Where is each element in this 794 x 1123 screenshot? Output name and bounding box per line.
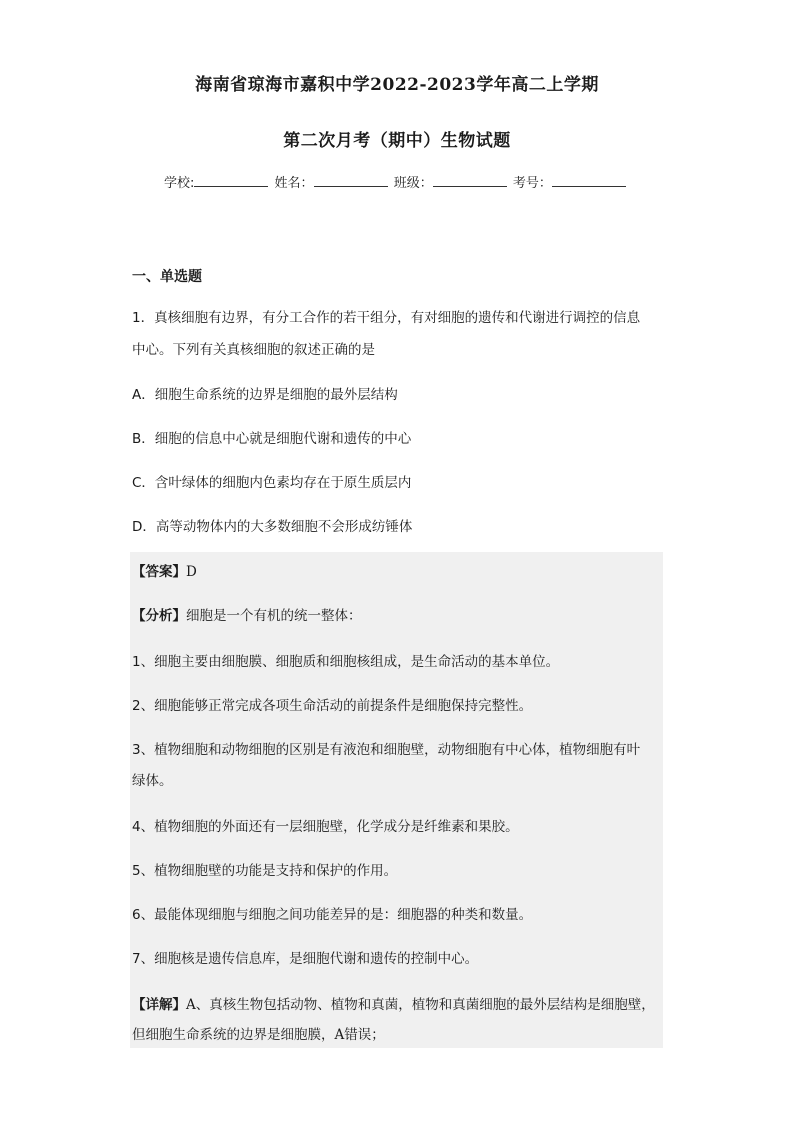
analysis-point: 5、植物细胞壁的功能是支持和保护的作用。 [132, 863, 398, 879]
name-blank [314, 174, 388, 187]
analysis-point: 7、细胞核是遗传信息库，是细胞代谢和遗传的控制中心。 [132, 951, 479, 967]
analysis-point: 2、细胞能够正常完成各项生命活动的前提条件是细胞保持完整性。 [132, 698, 533, 714]
analysis-point: 3、植物细胞和动物细胞的区别是有液泡和细胞壁，动物细胞有中心体，植物细胞有叶 [132, 742, 641, 758]
exam-no-blank [552, 174, 626, 187]
analysis-intro: 细胞是一个有机的统一整体： [186, 608, 362, 624]
name-label: 姓名： [274, 176, 314, 191]
detail-line1 [132, 993, 655, 1013]
option-a: A．细胞生命系统的边界是细胞的最外层结构 [132, 387, 398, 403]
class-blank [433, 174, 507, 187]
analysis-point: 4、植物细胞的外面还有一层细胞壁，化学成分是纤维素和果胶。 [132, 819, 519, 835]
option-c: C．含叶绿体的细胞内色素均存在于原生质层内 [132, 475, 412, 491]
analysis-point: 1、细胞主要由细胞膜、细胞质和细胞核组成，是生命活动的基本单位。 [132, 654, 560, 670]
detail-line2: 但细胞生命系统的边界是细胞膜，A错误； [132, 1027, 385, 1043]
answer-value: D [186, 564, 197, 580]
student-info-row [164, 172, 628, 191]
exam-no-label: 考号： [512, 176, 552, 191]
school-label: 学校: [164, 176, 195, 191]
school-blank [194, 174, 268, 187]
question-stem-line2: 中心。下列有关真核细胞的叙述正确的是 [132, 342, 375, 358]
detail-tag: 【详解】 [132, 997, 186, 1013]
answer-line [132, 560, 197, 580]
option-d: D．高等动物体内的大多数细胞不会形成纺锤体 [132, 519, 413, 535]
analysis-point-continued: 绿体。 [132, 773, 173, 789]
document-title-line1: 海南省琼海市嘉积中学2022-2023学年高二上学期 [195, 75, 599, 95]
answer-tag: 【答案】 [132, 564, 186, 580]
section-title: 一、单选题 [132, 269, 202, 285]
analysis-tag: 【分析】 [132, 608, 186, 624]
option-b: B．细胞的信息中心就是细胞代谢和遗传的中心 [132, 431, 412, 447]
answer-panel [130, 552, 663, 1048]
question-stem-line1: 1．真核细胞有边界，有分工合作的若干组分，有对细胞的遗传和代谢进行调控的信息 [132, 310, 641, 326]
analysis-line [132, 604, 362, 624]
document-title-line2: 第二次月考（期中）生物试题 [283, 131, 511, 151]
analysis-point: 6、最能体现细胞与细胞之间功能差异的是：细胞器的种类和数量。 [132, 907, 533, 923]
class-label: 班级： [393, 176, 433, 191]
detail-text-line1: A、真核生物包括动物、植物和真菌，植物和真菌细胞的最外层结构是细胞壁， [186, 997, 655, 1013]
